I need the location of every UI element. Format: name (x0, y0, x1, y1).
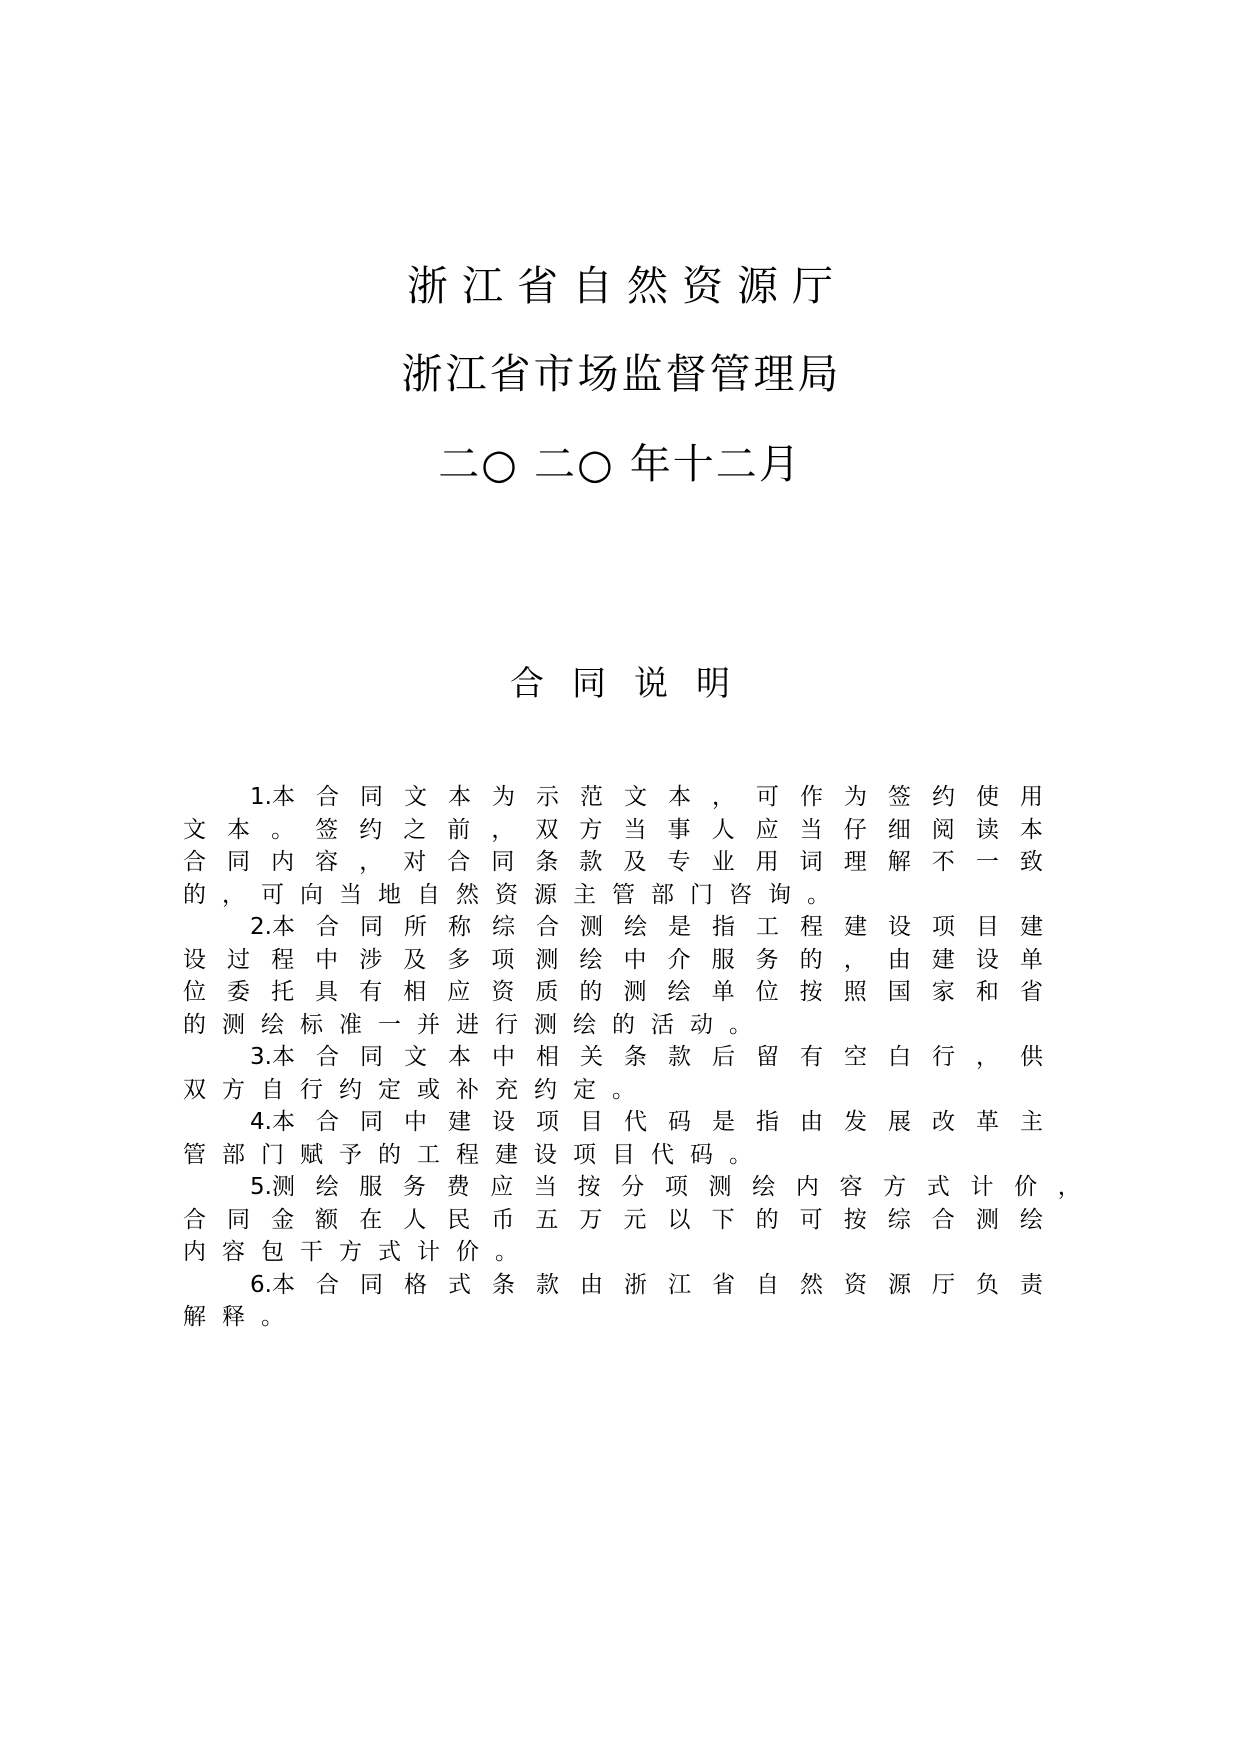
note-line: 4.本 合 同 中 建 设 项 目 代 码 是 指 由 发 展 改 革 主 (250, 1109, 1043, 1135)
section-title: 合同说明 (510, 664, 758, 704)
note-line: 位 委 托 具 有 相 应 资 质 的 测 绘 单 位 按 照 国 家 和 省 (183, 979, 1043, 1005)
note-line: 的 ， 可 向 当 地 自 然 资 源 主 管 部 门 咨 询 。 (183, 881, 830, 908)
note-line: 5.测 绘 服 务 费 应 当 按 分 项 测 绘 内 容 方 式 计 价 ， (250, 1174, 1081, 1200)
note-line: 合 同 内 容 ， 对 合 同 条 款 及 专 业 用 词 理 解 不 一 致 (183, 849, 1043, 875)
issuer-market-supervision: 浙江省市场监督管理局 (401, 350, 842, 398)
note-line: 6.本 合 同 格 式 条 款 由 浙 江 省 自 然 资 源 厅 负 责 (250, 1271, 1043, 1298)
issue-date: 二○ 二○ 年十二月 (438, 440, 802, 488)
note-line: 双 方 自 行 约 定 或 补 充 约 定 。 (183, 1076, 635, 1103)
note-line: 文 本 。 签 约 之 前 ， 双 方 当 事 人 应 当 仔 细 阅 读 本 (183, 816, 1043, 843)
issuer-natural-resources: 浙江省自然资源厅 (407, 262, 847, 310)
note-line: 设 过 程 中 涉 及 多 项 测 绘 中 介 服 务 的 ， 由 建 设 单 (183, 946, 1043, 973)
note-line: 3.本 合 同 文 本 中 相 关 条 款 后 留 有 空 白 行 ， 供 (250, 1044, 1043, 1070)
note-line: 合 同 金 额 在 人 民 币 五 万 元 以 下 的 可 按 综 合 测 绘 (183, 1206, 1043, 1233)
note-line: 的 测 绘 标 准 一 并 进 行 测 绘 的 活 动 。 (183, 1011, 752, 1038)
note-line: 解 释 。 (183, 1304, 284, 1330)
note-line: 2.本 合 同 所 称 综 合 测 绘 是 指 工 程 建 设 项 目 建 (250, 914, 1043, 940)
note-line: 1.本 合 同 文 本 为 示 范 文 本 ， 可 作 为 签 约 使 用 (250, 784, 1043, 810)
note-line: 内 容 包 干 方 式 计 价 。 (183, 1239, 518, 1265)
contract-notes (183, 781, 1081, 1334)
note-line: 管 部 门 赋 予 的 工 程 建 设 项 目 代 码 。 (183, 1141, 752, 1168)
